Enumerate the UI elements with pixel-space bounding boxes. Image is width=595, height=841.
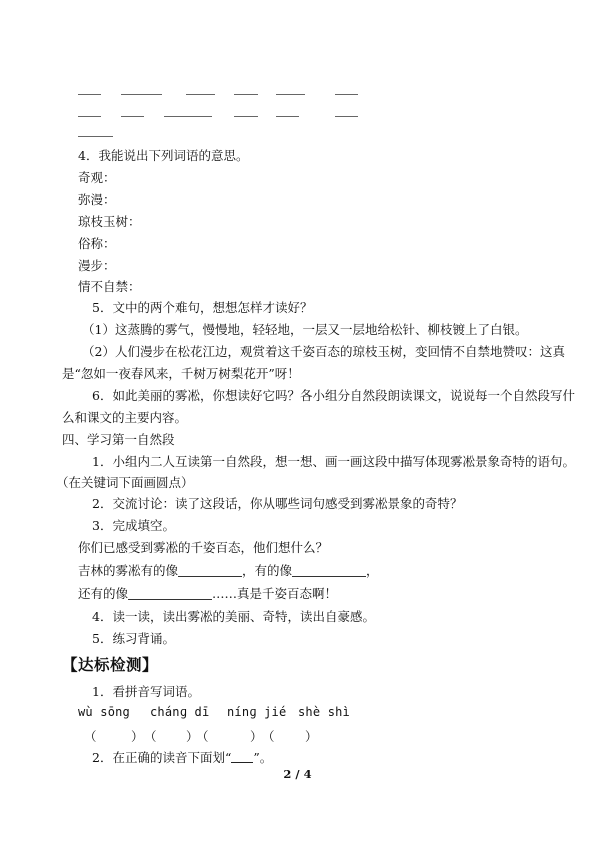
question-6: 6．如此美丽的雾凇，你想读好它吗？各小组分自然段朗读课文，说说每一个自然段写什 [92,388,575,403]
answer-blank[interactable] [234,116,258,117]
test-question-1: 1．看拼音写词语。 [92,684,200,699]
section-heading-4: 四、学习第一自然段 [62,432,175,447]
answer-blank[interactable] [186,94,215,95]
sentence-2-cont: 是“忽如一夜春风来，千树万树梨花开”呀！ [62,366,300,381]
word-item: 情不自禁： [78,279,141,294]
question-4: 4．我能说出下列词语的意思。 [78,148,249,163]
question-6-cont: 么和课文的主要内容。 [62,410,188,425]
answer-blank-row [0,128,595,140]
section-heading-test: 【达标检测】 [62,656,159,674]
answer-blank[interactable] [78,116,101,117]
sentence-2: （2）人们漫步在松花江边，观赏着这千姿百态的琼枝玉树，变回情不自禁地赞叹：这真 [82,344,565,359]
part4-question-2: 2．交流讨论：读了这段话，你从哪些词句感受到雾凇景象的奇特？ [92,496,463,511]
answer-blank[interactable] [78,136,113,137]
fill-blank[interactable] [178,562,242,577]
answer-blank[interactable] [164,116,212,117]
word-item: 漫步： [78,258,116,273]
pinyin-item: chánɡ dī [150,705,210,719]
answer-blank-row [0,108,595,120]
pinyin-item: shè shì [298,705,350,719]
part4-question-3: 3．完成填空。 [92,518,175,533]
answer-blank[interactable] [121,94,162,95]
word-item: 俗称： [78,236,116,251]
part4-question-4: 4．读一读，读出雾凇的美丽、奇特，读出自豪感。 [92,609,375,624]
answer-blank[interactable] [335,94,358,95]
question-5: 5．文中的两个难句，想想怎样才读好？ [92,300,313,315]
answer-blank-row [0,86,595,98]
word-item: 琼枝玉树： [78,214,141,229]
page-number: 2 / 4 [283,767,312,781]
answer-blank[interactable] [335,116,358,117]
part4-question-1: 1．小组内二人互读第一自然段，想一想、画一画这段中描写体现雾凇景象奇特的语句。 [92,454,575,469]
underline-mark [231,750,253,763]
test-question-2: 2．在正确的读音下面划“ ”。 [92,750,273,765]
fill-intro: 你们已感受到雾凇的千姿百态，他们想什么？ [78,540,329,555]
answer-blank[interactable] [276,94,305,95]
answer-blank[interactable] [276,116,299,117]
fill-line-2: 还有的像 ……真是千姿百态啊！ [78,586,338,601]
word-item: 奇观： [78,170,116,185]
document-page: 4．我能说出下列词语的意思。 奇观： 弥漫： 琼枝玉树： 俗称： 漫步： 情不自禁： 5．文中的两个难句，想想怎样才读好？ （1）这蒸腾的雾气，慢慢地，轻轻地，一层又一层地给松针、柳枝镀上了白银。 （2）人们漫步在松花江边，观赏着这千姿百态的琼枝玉树，变回情不自禁地赞叹：这真 是“忽如一夜春风来，千树万树梨花开”呀！ 6．如此美丽的雾凇，你想读好它吗？各小组分自然段朗读课文，说说每一个自然段写什 么和课文的主要内容。 四、学习第一自然段 1．小组内二人互读第一自然段，想一想、画一画这段中描写体现雾凇景象奇特的语句。 （在关键词下面画圆点） 2．交流讨论：读了这段话，你从哪些词句感受到雾凇景象的奇特？ 3．完成填空。 你们已感受到雾凇的千姿百态，他们想什么？ 吉林的雾凇有的像 ，有的像 ， 还有的像 ……真是千姿百态啊！ 4．读一读，读出雾凇的美丽、奇特，读出自豪感。 5．练习背诵。 【达标检测】 1．看拼音写词语。 wù sōng chánɡ dī nínɡ jié shè shì （ ） （ ） （ ） （ ） 2．在正确的读音下面划“ ”。 2 / 4 [0,0,595,841]
part4-question-5: 5．练习背诵。 [92,631,175,646]
sentence-1: （1）这蒸腾的雾气，慢慢地，轻轻地，一层又一层地给松针、柳枝镀上了白银。 [82,322,528,337]
answer-blank[interactable] [234,94,258,95]
word-item: 弥漫： [78,192,116,207]
fill-blank[interactable] [292,562,366,577]
fill-line-1: 吉林的雾凇有的像 ，有的像 ， [78,563,379,578]
pinyin-item: wù sōng [78,705,130,719]
answer-blank[interactable] [121,116,144,117]
pinyin-item: nínɡ jié [227,705,287,719]
answer-blank[interactable] [78,94,101,95]
part4-question-1-note: （在关键词下面画圆点） [56,475,194,490]
fill-blank[interactable] [128,585,212,600]
